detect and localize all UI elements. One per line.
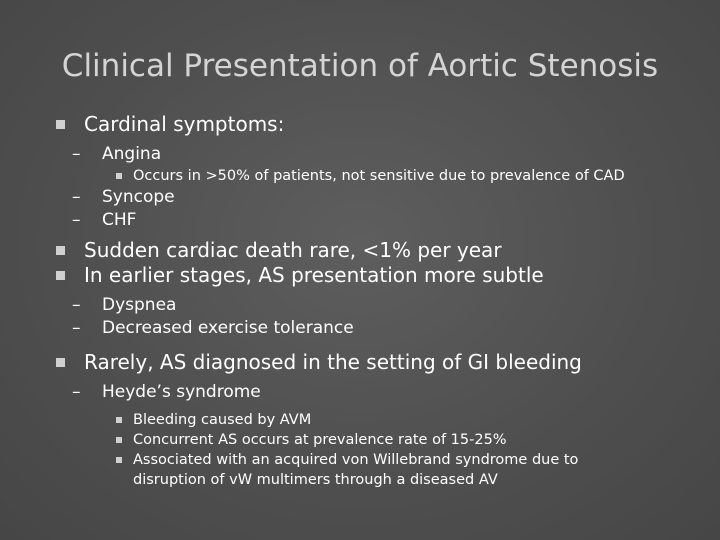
- small-square-bullet-icon: [116, 457, 122, 463]
- dash-icon: –: [72, 144, 81, 164]
- detail-text: Occurs in >50% of patients, not sensitive due to prevalence of CAD: [133, 168, 625, 184]
- bullet-text: Sudden cardiac death rare, <1% per year: [84, 238, 502, 262]
- sub-bullet-chf: [56, 209, 706, 232]
- sub-bullet-text: Heyde’s syndrome: [102, 382, 261, 402]
- detail-text: Concurrent AS occurs at prevalence rate of 15-25%: [133, 432, 507, 448]
- sub-bullet-exercise-tolerance: [56, 317, 706, 340]
- detail-text: Associated with an acquired von Willebrand syndrome due to disruption of vW multimers through a diseased AV: [133, 452, 579, 488]
- slide-title: Clinical Presentation of Aortic Stenosis: [61, 48, 659, 84]
- small-square-bullet-icon: [116, 437, 122, 443]
- sub-bullet-text: Dyspnea: [102, 295, 177, 315]
- small-square-bullet-icon: [116, 417, 122, 423]
- dash-icon: –: [72, 210, 81, 230]
- square-bullet-icon: [56, 358, 65, 367]
- sub-bullet-text: Angina: [102, 144, 162, 164]
- dash-icon: –: [72, 295, 81, 315]
- sub-bullet-text: Syncope: [102, 187, 175, 207]
- detail-von-willebrand: [56, 450, 653, 490]
- sub-bullet-angina: [56, 143, 706, 166]
- sub-bullet-heydes-syndrome: [56, 381, 706, 404]
- sub-bullet-text: CHF: [102, 210, 137, 230]
- sub-bullet-dyspnea: [56, 294, 706, 317]
- detail-bleeding-avm: [56, 410, 706, 430]
- square-bullet-icon: [56, 120, 65, 129]
- dash-icon: –: [72, 318, 81, 338]
- bullet-text: Cardinal symptoms:: [84, 112, 285, 136]
- square-bullet-icon: [56, 246, 65, 255]
- square-bullet-icon: [56, 271, 65, 280]
- dash-icon: –: [72, 382, 81, 402]
- detail-angina-prevalence: [56, 166, 706, 186]
- bullet-earlier-stages: [56, 263, 706, 288]
- detail-text: Bleeding caused by AVM: [133, 412, 312, 428]
- detail-concurrent-as: [56, 430, 706, 450]
- bullet-gi-bleeding: [56, 350, 706, 375]
- bullet-text: In earlier stages, AS presentation more subtle: [84, 263, 544, 287]
- bullet-cardinal-symptoms: [56, 112, 706, 137]
- bullet-sudden-death: [56, 238, 706, 263]
- dash-icon: –: [72, 187, 81, 207]
- bullet-text: Rarely, AS diagnosed in the setting of GI bleeding: [84, 350, 582, 374]
- small-square-bullet-icon: [116, 173, 122, 179]
- sub-bullet-text: Decreased exercise tolerance: [102, 318, 354, 338]
- sub-bullet-syncope: [56, 186, 706, 209]
- bullet-list: [56, 112, 706, 490]
